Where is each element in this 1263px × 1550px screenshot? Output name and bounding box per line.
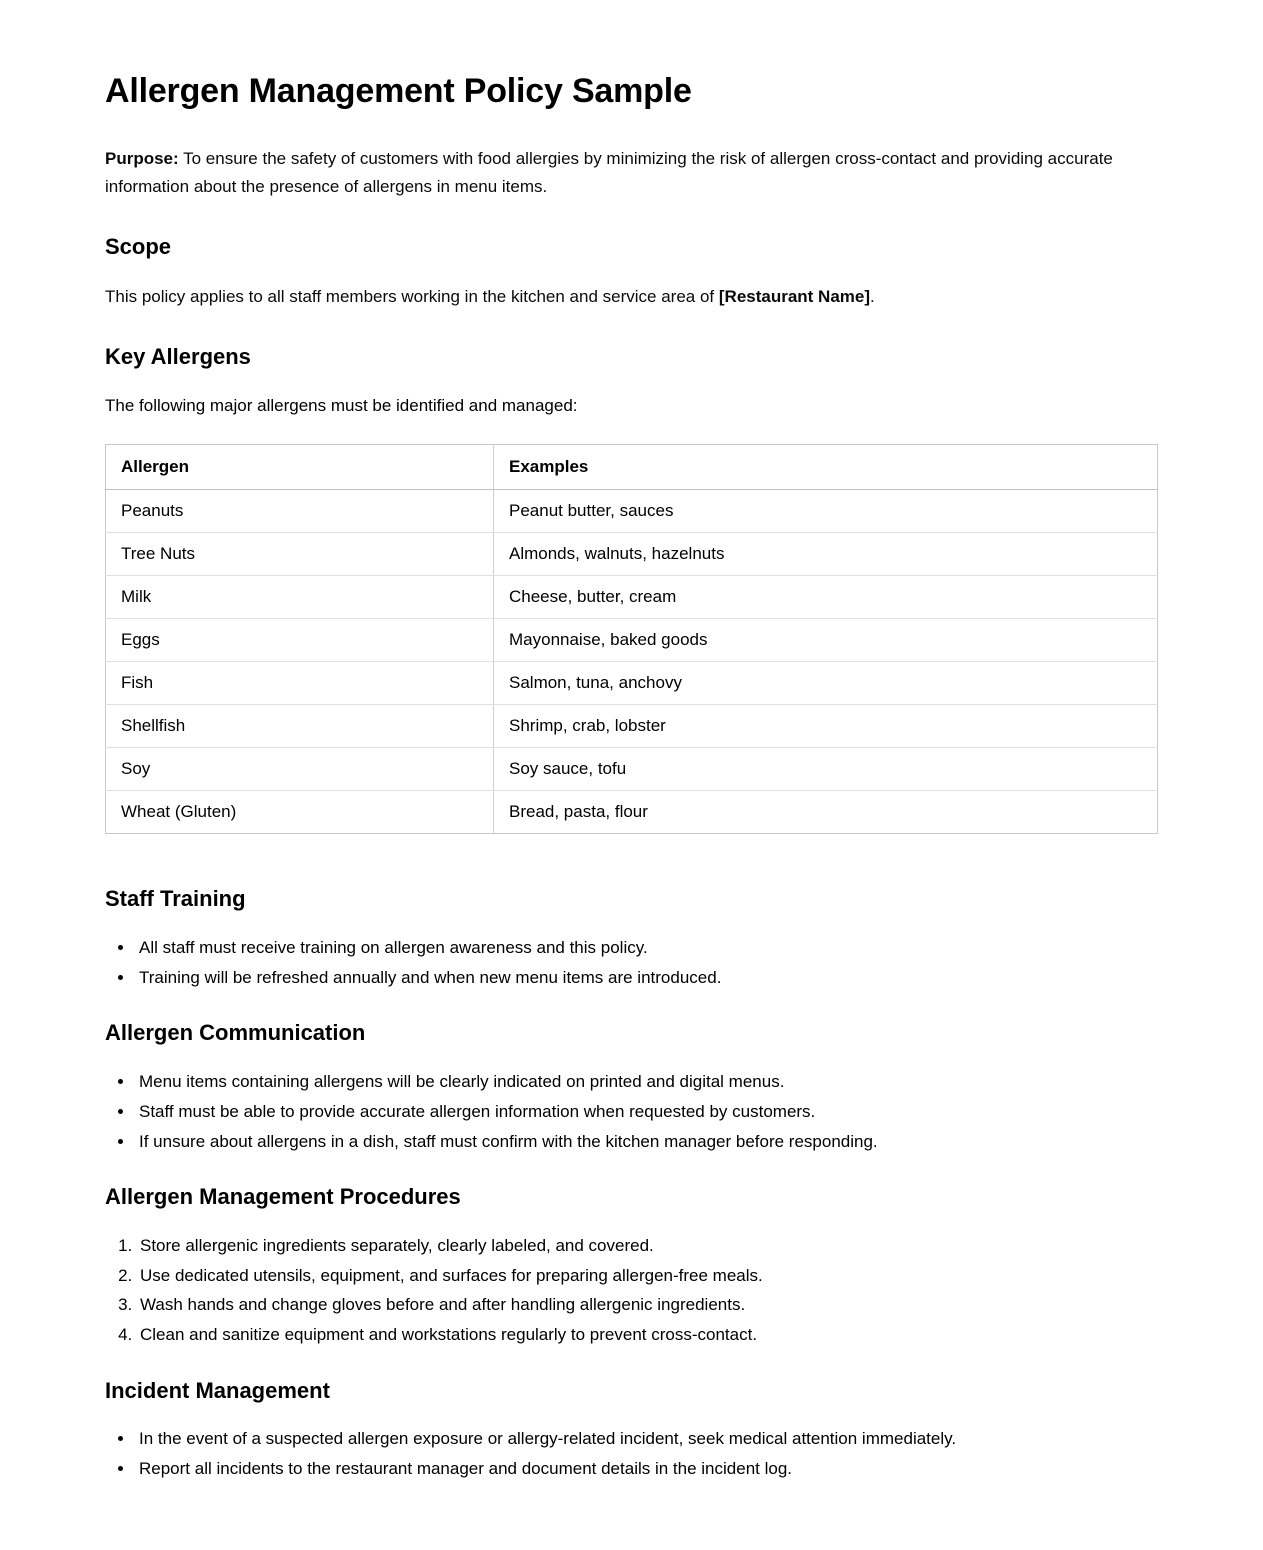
table-row bbox=[106, 662, 1158, 705]
cell-examples: Bread, pasta, flour bbox=[509, 802, 648, 822]
table-body bbox=[106, 489, 1158, 834]
table-row bbox=[106, 575, 1158, 618]
key-allergens-intro: The following major allergens must be identified and managed: bbox=[105, 396, 578, 416]
cell-allergen: Tree Nuts bbox=[106, 532, 494, 575]
list-item: 1. Store allergenic ingredients separately, clearly labeled, and covered. bbox=[137, 1233, 1158, 1259]
staff-training-heading: Staff Training bbox=[105, 886, 246, 912]
table-header-row bbox=[106, 444, 1158, 489]
list-item: • In the event of a suspected allergen exposure or allergy-related incident, seek medical attention immediately. bbox=[135, 1426, 1158, 1452]
column-header-allergen: Allergen bbox=[106, 444, 494, 489]
scope-heading: Scope bbox=[105, 234, 172, 260]
cell-allergen: Fish bbox=[106, 662, 494, 705]
cell-allergen: Soy bbox=[106, 748, 494, 791]
restaurant-name-placeholder: [Restaurant Name] bbox=[718, 286, 871, 306]
cell-examples: Soy sauce, tofu bbox=[494, 748, 1158, 791]
list-item: • If unsure about allergens in a dish, staff must confirm with the kitchen manager before responding. bbox=[135, 1129, 1158, 1155]
allergen-table bbox=[105, 444, 1158, 835]
incident-management-list bbox=[105, 1426, 1158, 1482]
purpose-text: To ensure the safety of customers with food allergies by minimizing the risk of allergen cross-contact and providing accurate information about the presence of allergens in menu items. bbox=[105, 149, 1113, 196]
allergen-communication-list bbox=[105, 1069, 1158, 1154]
procedures-heading: Allergen Management Procedures bbox=[105, 1184, 461, 1210]
column-header-examples: Examples bbox=[494, 444, 1158, 489]
purpose-label: Purpose: bbox=[105, 149, 179, 169]
purpose-paragraph bbox=[105, 145, 1158, 200]
list-item: 4. Clean and sanitize equipment and workstations regularly to prevent cross-contact. bbox=[137, 1322, 1158, 1348]
cell-allergen: Peanuts bbox=[106, 489, 494, 532]
page-title: Allergen Management Policy Sample bbox=[105, 72, 692, 110]
list-item: • All staff must receive training on allergen awareness and this policy. bbox=[135, 935, 1158, 961]
cell-examples: Salmon, tuna, anchovy bbox=[494, 662, 1158, 705]
cell-examples: Mayonnaise, baked goods bbox=[494, 618, 1158, 661]
table-row bbox=[106, 791, 1158, 834]
list-item: • Training will be refreshed annually and when new menu items are introduced. bbox=[135, 965, 1158, 991]
incident-management-heading: Incident Management bbox=[105, 1378, 330, 1404]
cell-examples: Shrimp, crab, lobster bbox=[494, 705, 1158, 748]
staff-training-list bbox=[105, 935, 1158, 991]
scope-text-before: This policy applies to all staff members working in the kitchen and service area of bbox=[105, 286, 719, 306]
table-head bbox=[106, 444, 1158, 489]
allergen-communication-heading: Allergen Communication bbox=[105, 1020, 366, 1046]
cell-allergen: Eggs bbox=[106, 618, 494, 661]
cell-examples: Almonds, walnuts, hazelnuts bbox=[494, 532, 1158, 575]
procedures-list bbox=[105, 1233, 1158, 1348]
cell-allergen: Milk bbox=[106, 575, 494, 618]
table-row bbox=[106, 618, 1158, 661]
table-row bbox=[106, 748, 1158, 791]
list-item: 3. Wash hands and change gloves before and after handling allergenic ingredients. bbox=[137, 1292, 1158, 1318]
cell-examples: Cheese, butter, cream bbox=[494, 575, 1158, 618]
table-row bbox=[106, 489, 1158, 532]
scope-text-after: . bbox=[870, 286, 875, 306]
list-item: • Menu items containing allergens will be clearly indicated on printed and digital menus. bbox=[135, 1069, 1158, 1095]
table-row bbox=[106, 532, 1158, 575]
cell-allergen: Shellfish bbox=[106, 705, 494, 748]
list-item: • Staff must be able to provide accurate allergen information when requested by customers. bbox=[135, 1099, 1158, 1125]
scope-paragraph bbox=[105, 283, 1158, 311]
list-item: • Report all incidents to the restaurant manager and document details in the incident log. bbox=[135, 1456, 1158, 1482]
cell-examples: Peanut butter, sauces bbox=[494, 489, 1158, 532]
table-row bbox=[106, 705, 1158, 748]
list-item: 2. Use dedicated utensils, equipment, and surfaces for preparing allergen-free meals. bbox=[137, 1263, 1158, 1289]
key-allergens-heading: Key Allergens bbox=[105, 344, 251, 370]
spacer bbox=[105, 840, 1158, 852]
cell-allergen: Wheat (Gluten) bbox=[106, 791, 494, 834]
